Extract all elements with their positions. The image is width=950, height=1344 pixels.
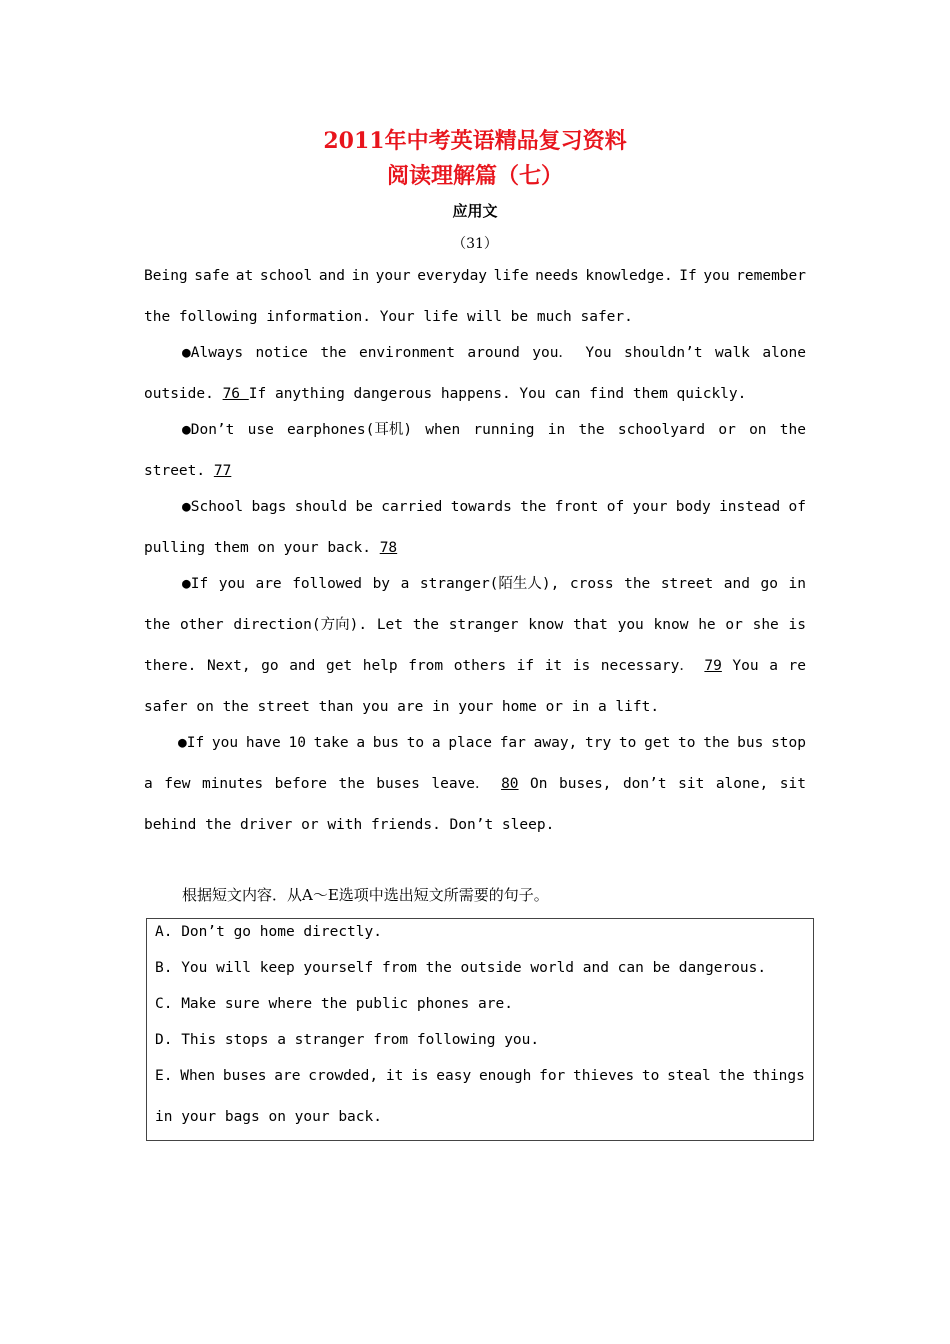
section-category: 应用文 [452,202,498,220]
word: On [530,776,548,792]
word: in [547,422,566,438]
word: and [723,576,750,592]
bullet-line [182,342,806,364]
word: get [325,658,353,674]
word: get [644,735,671,751]
word: followed [292,576,363,592]
word: safe [194,268,230,284]
word: Let [376,617,404,633]
word: the [779,422,806,438]
word: bags [251,499,287,515]
word: ●School [182,499,244,515]
word: go [261,658,279,674]
passage-line [144,460,806,482]
word: be [355,499,373,515]
word: steal [667,1068,711,1084]
word: body [675,499,711,515]
word: carried [381,499,443,515]
word: leave． [431,776,490,792]
word: a [400,576,410,592]
document-title: 2011年中考英语精品复习资料 [323,128,627,154]
word: the [718,1068,745,1084]
bullet-line [182,573,806,595]
passage-text: If anything dangerous happens. You can find them quickly. [248,386,747,402]
word: it [385,1068,404,1084]
blank-80: 80 [501,776,519,792]
word: school [259,268,313,284]
word: to [678,735,696,751]
word: the [338,776,365,792]
word: other [179,617,224,633]
word: needs [535,268,579,284]
word: that [572,617,608,633]
word: necessary． [600,658,694,674]
word: to [618,735,637,751]
document-subtitle: 阅读理解篇（七） [386,163,563,189]
word: a [356,735,366,751]
blank-77: 77 [213,463,232,479]
word: knowledge. [585,268,673,284]
word: If [679,268,697,284]
word: of [788,499,806,515]
passage-text: street. [144,463,214,479]
word: walk [714,345,750,361]
word: you [703,268,730,284]
word: you [218,576,245,592]
word: bus [737,735,764,751]
word: E. [155,1068,173,1084]
word: You [732,658,759,674]
word: instead [719,499,781,515]
word: to [641,1068,660,1084]
word: sit [678,776,705,792]
word: is [411,1068,429,1084]
option-e-continued: in your bags on your back. [155,1109,382,1125]
word: away, [533,735,578,751]
word: your [632,499,668,515]
option-c: C. Make sure where the public phones are. [155,996,513,1012]
word: a [769,658,778,674]
word: should [294,499,348,515]
passage-text: pulling them on your back. [144,540,380,556]
option-d: D. This stops a stranger from following you. [155,1032,540,1048]
word: help [362,658,398,674]
word: towards [450,499,512,515]
word: you． [532,345,573,361]
option-b: B. You will keep yourself from the outside world and can be dangerous. [155,960,767,976]
word: buses [376,776,420,792]
word: there. [144,658,197,674]
word: life [493,268,529,284]
word: running [473,422,535,438]
word: You [585,345,612,361]
word: are [255,576,282,592]
passage-line: safer on the street than you are in your home or in a lift. [144,699,660,715]
word: direction(方向). [233,617,368,633]
word: you [617,617,644,633]
word: ●If [182,576,209,592]
word: or [718,422,736,438]
word: shouldn’t [623,345,703,361]
word: is [788,617,806,633]
word: the [703,735,730,751]
word: before [274,776,327,792]
word: ●If [178,735,205,751]
word: he [698,617,716,633]
word: to [406,735,425,751]
word: of [606,499,625,515]
word: the [412,617,439,633]
word: in [788,576,806,592]
option-a: A. Don’t go home directly. [155,924,382,940]
word: far [499,735,526,751]
word: remember [736,268,806,284]
word: thieves [573,1068,635,1084]
word: are [274,1068,301,1084]
word: when [425,422,461,438]
word: take [313,735,349,751]
passage-line [144,265,806,287]
word: alone, [715,776,769,792]
word: your [375,268,411,284]
bullet-line [182,419,806,441]
option-e [155,1065,805,1087]
word: things [752,1068,805,1084]
word: alone [762,345,806,361]
word: have [245,735,281,751]
passage-line [144,537,806,559]
word: environment [358,345,455,361]
passage-text: outside. [144,386,223,402]
word: don’t [622,776,667,792]
word: the [320,345,347,361]
word: notice [255,345,308,361]
passage-line [144,655,806,677]
word: she [752,617,779,633]
word: ●Don’t [182,422,235,438]
word: for [539,1068,566,1084]
word: everyday [417,268,488,284]
word: and [318,268,346,284]
blank-76: 76 [222,386,249,402]
word: the [144,617,171,633]
blank-79: 79 [704,658,722,674]
word: at [235,268,254,284]
word: others [453,658,507,674]
word: place [448,735,492,751]
word: stranger [448,617,519,633]
word: and [289,658,316,674]
word: use [247,422,274,438]
passage-line: behind the driver or with friends. Don’t sleep. [144,817,555,833]
word: on [749,422,767,438]
passage-line [144,773,806,795]
word: buses, [559,776,612,792]
blank-78: 78 [379,540,398,556]
word: stranger(陌生人), [419,576,560,592]
word: around [467,345,520,361]
passage-line [144,614,806,636]
word: Being [144,268,188,284]
word: you [211,735,239,751]
word: the [520,499,547,515]
word: a [431,735,441,751]
word: Next, [206,658,251,674]
word: it [544,658,563,674]
word: crowded, [308,1068,379,1084]
word: re [788,658,806,674]
word: easy [436,1068,472,1084]
passage-line [144,383,806,405]
instruction-text: 根据短文内容．从A～E选项中选出短文所需要的句子。 [182,886,549,904]
bullet-line [178,732,806,754]
word: the [624,576,651,592]
word: a [144,776,153,792]
passage-line: the following information. Your life will be much safer. [144,309,633,325]
word: go [760,576,778,592]
word: schoolyard [617,422,706,438]
word: is [572,658,591,674]
word: or [725,617,743,633]
word: front [554,499,599,515]
word: stop [771,735,806,751]
word: know [528,617,564,633]
word: sit [779,776,806,792]
word: the [578,422,605,438]
word: minutes [201,776,264,792]
word: street [660,576,714,592]
bullet-line [182,496,806,518]
word: earphones(耳机) [287,422,413,438]
word: in [351,268,370,284]
word: by [372,576,391,592]
word: bus [372,735,399,751]
word: cross [569,576,614,592]
word: few [164,776,191,792]
word: from [408,658,444,674]
passage-number: （31） [452,236,498,252]
word: enough [478,1068,532,1084]
word: if [516,658,535,674]
word: When [180,1068,216,1084]
word: ●Always [182,345,244,361]
word: 10 [288,735,306,751]
word: try [585,735,612,751]
word: know [653,617,689,633]
word: buses [222,1068,267,1084]
